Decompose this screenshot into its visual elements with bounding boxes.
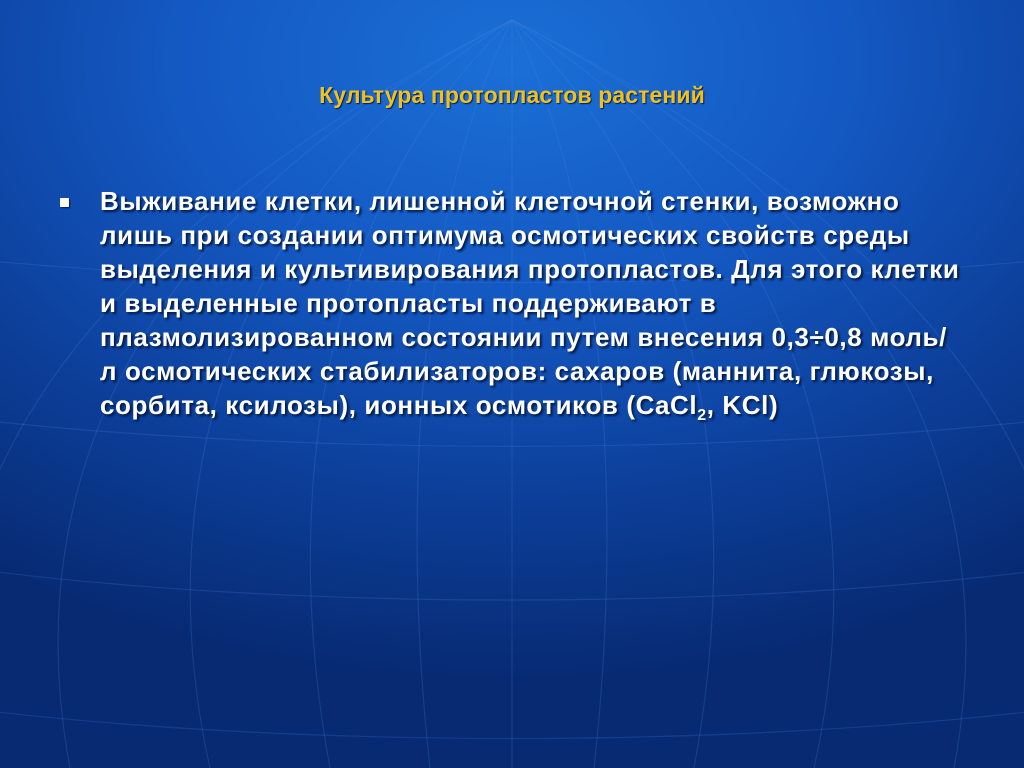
bullet-text-tail: , KCl) xyxy=(706,390,779,420)
bullet-text xyxy=(100,184,960,425)
square-bullet-icon xyxy=(60,198,69,207)
bullet-text-main: Выживание клетки, лишенной клеточной стенки, возможно лишь при создании оптимума осмотических свойств среды выделения и культивирования протопластов. Для этого клетки и выделенные протопласты поддерживают в плазмолизированном состоянии путем внесения 0,3÷0,8 моль/л осмотических стабилизаторов: сахаров (маннита, глюкозы, сорбита, ксилозы), ионных осмотиков (CaCl xyxy=(100,186,960,420)
bullet-item xyxy=(60,184,960,425)
bullet-text-subscript: 2 xyxy=(697,407,707,425)
bullet-list xyxy=(60,184,960,425)
slide-title: Культура протопластов растений xyxy=(319,82,705,108)
